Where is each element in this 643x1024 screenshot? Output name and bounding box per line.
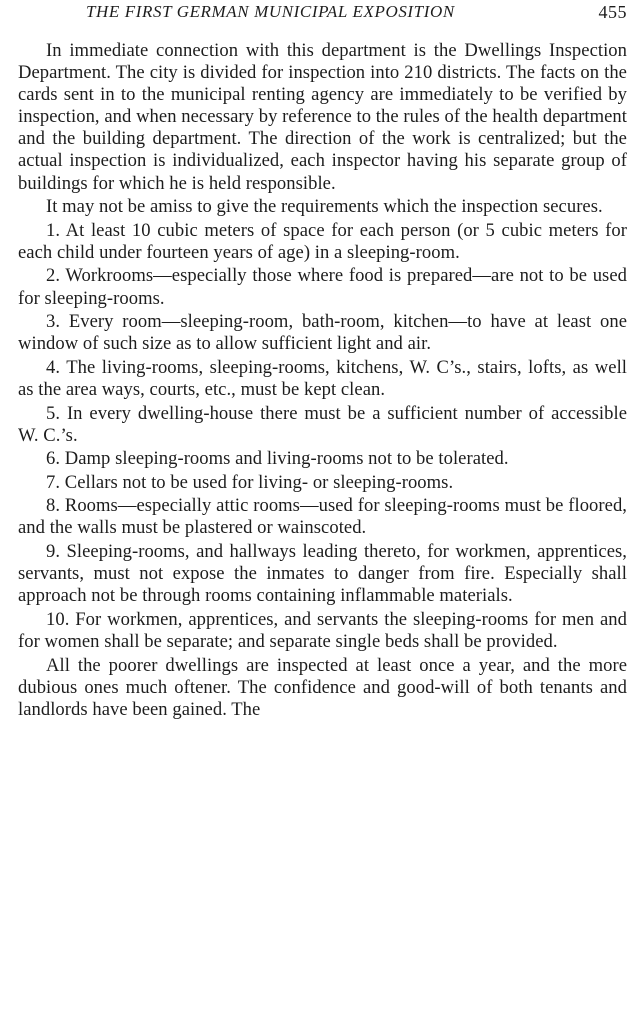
paragraph-inspection-frequency: All the poorer dwellings are inspected at least once a year, and the more dubious ones much oftener. The confidence and good-will of both tenants and landlords have been gained. The [18, 654, 627, 720]
running-header [18, 0, 627, 28]
paragraph-requirements-intro: It may not be amiss to give the requirements which the inspection secures. [46, 196, 603, 218]
paragraph-dwellings-inspection: In immediate connection with this department is the Dwellings Inspection Department. The city is divided for inspection into 210 districts. The facts on the cards sent in to the municipal renting agency are immediately to be verified by inspection, and when necessary by reference to the rules of the health department and the building department. The direction of the work is centralized; but the actual inspection is individualized, each inspector having his separate group of buildings for which he is held responsible. [18, 40, 627, 194]
requirement-item-10: 10. For workmen, apprentices, and servants the sleeping-rooms for men and for women shall be separate; and separate single beds shall be provided. [18, 608, 627, 652]
requirement-item-8: 8. Rooms—especially attic rooms—used for sleeping-rooms must be floored, and the walls must be plastered or wainscoted. [18, 495, 627, 539]
requirement-item-7: 7. Cellars not to be used for living- or sleeping-rooms. [46, 471, 454, 493]
requirement-item-3: 3. Every room—sleeping-room, bath-room, kitchen—to have at least one window of such size as to allow sufficient light and air. [18, 311, 627, 355]
body-text [18, 40, 627, 721]
requirement-item-9: 9. Sleeping-rooms, and hallways leading thereto, for workmen, apprentices, servants, must not expose the inmates to danger from fire. Especially shall approach not be through rooms containing inflammable materials. [18, 541, 627, 607]
book-page [18, 0, 627, 722]
running-title: THE FIRST GERMAN MUNICIPAL EXPOSITION [86, 2, 455, 21]
requirement-item-5: 5. In every dwelling-house there must be a sufficient number of accessible W. C.’s. [18, 402, 627, 446]
requirement-item-4: 4. The living-rooms, sleeping-rooms, kitchens, W. C’s., stairs, lofts, as well as the area ways, courts, etc., must be kept clean. [18, 356, 627, 400]
requirement-item-6: 6. Damp sleeping-rooms and living-rooms not to be tolerated. [46, 448, 509, 470]
page-number: 455 [598, 2, 627, 22]
requirement-item-1: 1. At least 10 cubic meters of space for each person (or 5 cubic meters for each child under fourteen years of age) in a sleeping-room. [18, 219, 627, 263]
requirement-item-2: 2. Workrooms—especially those where food is prepared—are not to be used for sleeping-rooms. [18, 265, 627, 309]
